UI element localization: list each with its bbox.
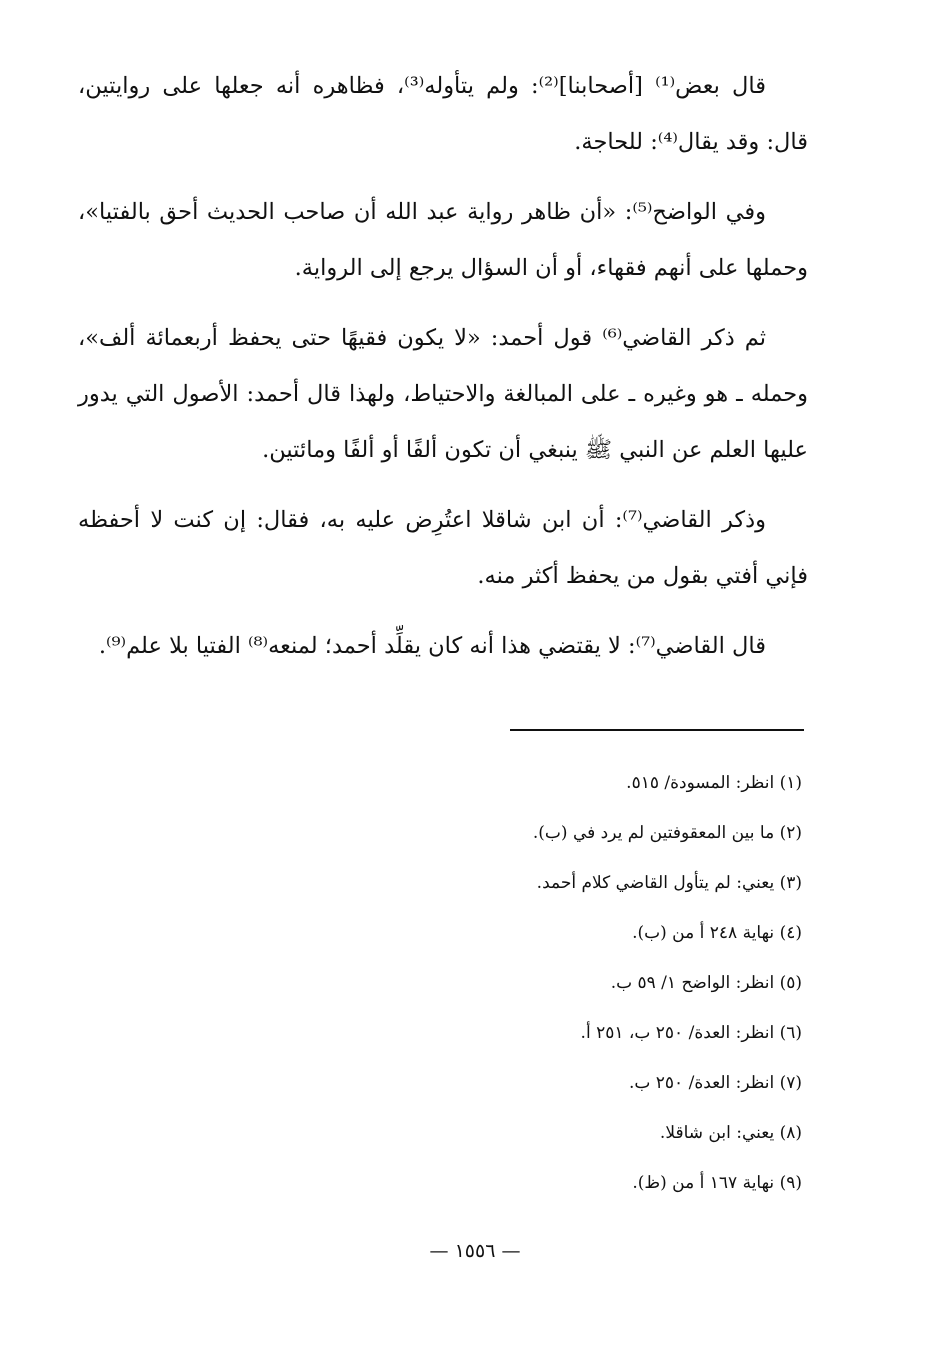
footnote-1: (١) انظر: المسودة/ ٥١٥. bbox=[626, 773, 802, 793]
footnote-8: (٨) يعني: ابن شاقلا. bbox=[659, 1123, 802, 1143]
paragraph-2: وفي الواضح⁽⁵⁾: «أن ظاهر رواية عبد الله أن صاحب الحديث أحق بالفتيا»، وحملها على أنهم فقهاء، أو أن السؤال يرجع إلى الرواية. bbox=[78, 199, 808, 281]
paragraph-3: ثم ذكر القاضي⁽⁶⁾ قول أحمد: «لا يكون فقيهًا حتى يحفظ أربعمائة ألف»، وحمله ـ هو وغيره ـ على المبالغة والاحتياط، ولهذا قال أحمد: الأصول التي يدور عليها العلم عن النبي ﷺ ينبغي أن تكون ألفًا أو ألفًا ومائتين. bbox=[78, 325, 808, 463]
footnote-7: (٧) انظر: العدة/ ٢٥٠ ب. bbox=[628, 1073, 802, 1093]
page-number: — ١٥٥٦ — bbox=[429, 1240, 521, 1262]
paragraph-4: وذكر القاضي⁽⁷⁾: أن ابن شاقلا اعتُرِض عليه به، فقال: إن كنت لا أحفظه فإني أفتي بقول من يحفظ أكثر منه. bbox=[78, 507, 808, 589]
footnote-3: (٣) يعني: لم يتأول القاضي كلام أحمد. bbox=[536, 873, 802, 893]
paragraph-5: قال القاضي⁽⁷⁾: لا يقتضي هذا أنه كان يقلِّد أحمد؛ لمنعه⁽⁸⁾ الفتيا بلا علم⁽⁹⁾. bbox=[98, 633, 766, 659]
footnote-2: (٢) ما بين المعقوفتين لم يرد في (ب). bbox=[532, 823, 802, 843]
footnote-9: (٩) نهاية ١٦٧ أ من (ظ). bbox=[632, 1173, 802, 1193]
footnote-6: (٦) انظر: العدة/ ٢٥٠ ب، ٢٥١ أ. bbox=[580, 1023, 802, 1043]
footnote-5: (٥) انظر: الواضح ١/ ٥٩ ب. bbox=[610, 973, 802, 993]
footnote-4: (٤) نهاية ٢٤٨ أ من (ب). bbox=[632, 923, 802, 943]
paragraph-1: قال بعض⁽¹⁾ [أصحابنا]⁽²⁾: ولم يتأوله⁽³⁾، فظاهره أنه جعلها على روايتين، قال: وقد يقال⁽⁴⁾: للحاجة. bbox=[78, 73, 808, 155]
footnotes-list bbox=[200, 758, 802, 1208]
main-text bbox=[78, 58, 808, 688]
footnote-separator bbox=[510, 729, 804, 731]
